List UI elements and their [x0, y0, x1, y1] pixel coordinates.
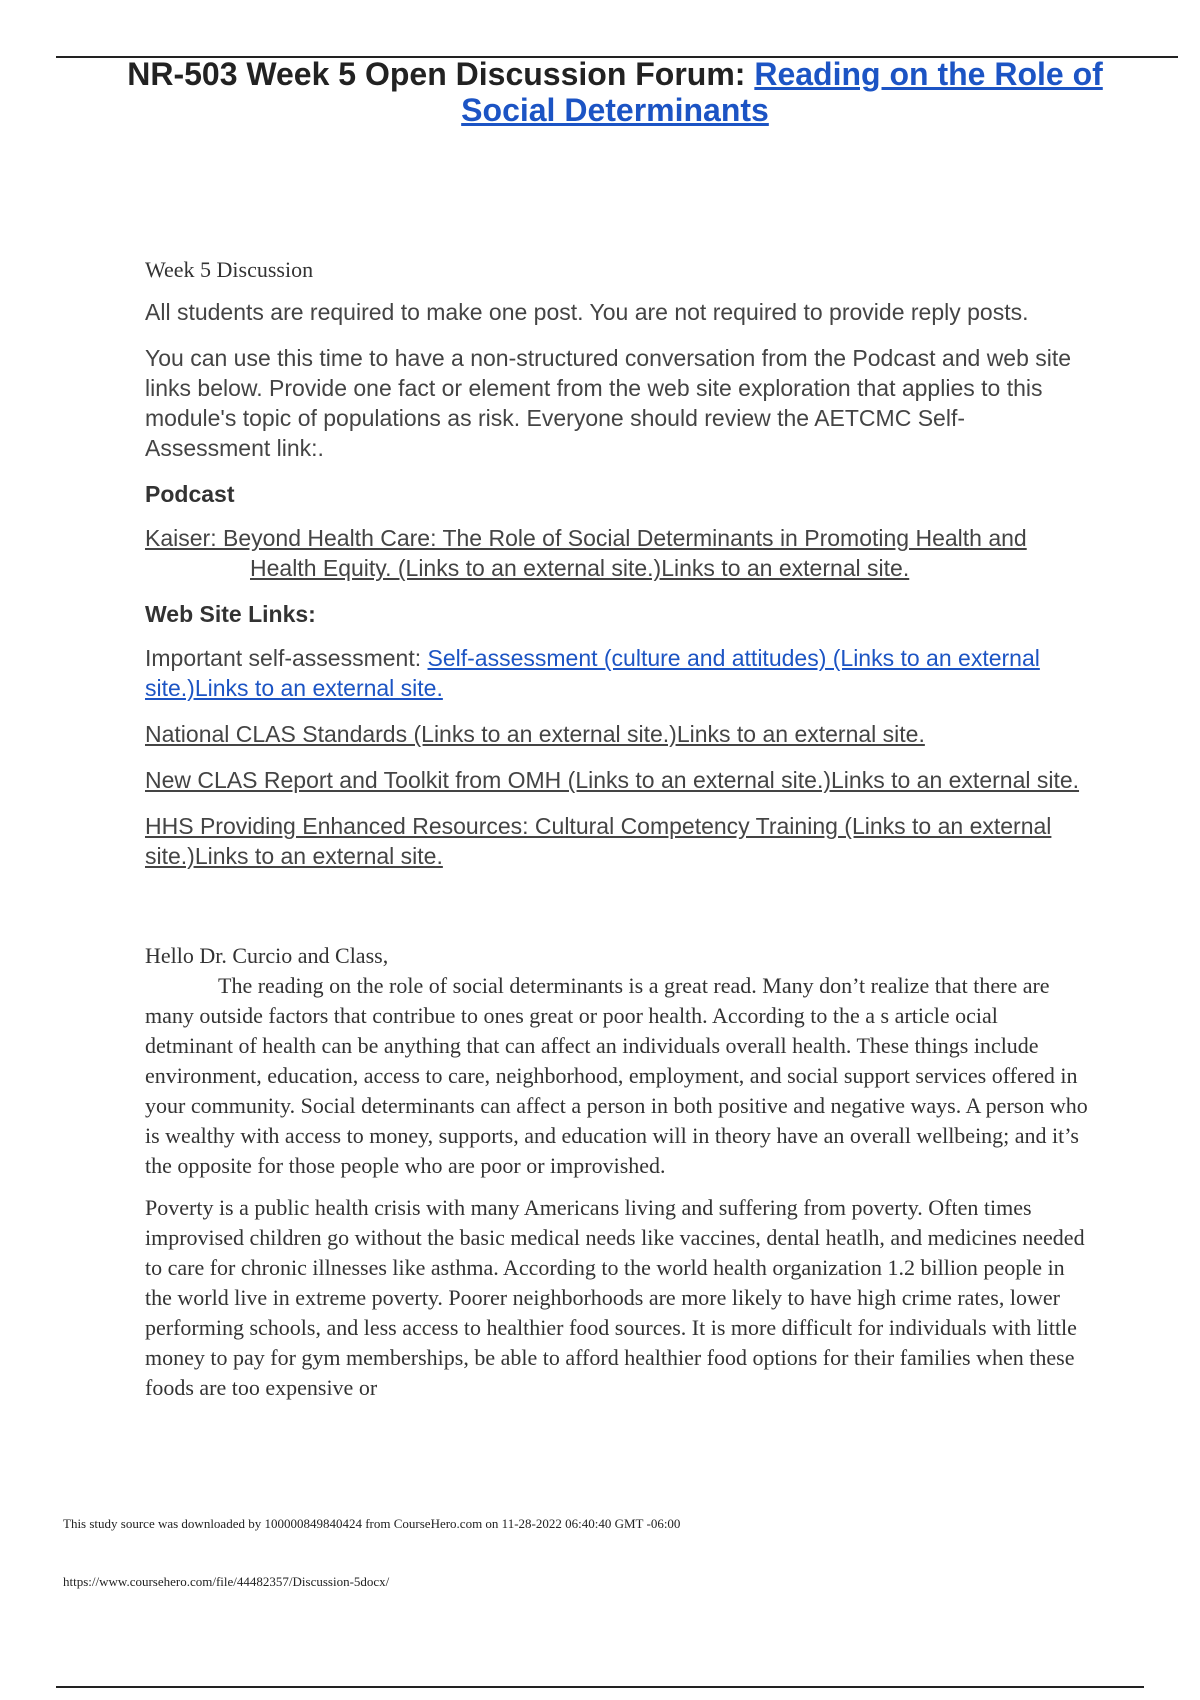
podcast-link-paragraph — [145, 523, 1090, 583]
self-assessment-link[interactable]: Self-assessment (culture and attitudes) (Links to an external site.)Links to an external site. — [145, 645, 1040, 701]
document-body — [145, 255, 1090, 1403]
title-link[interactable]: Reading on the Role of Social Determinants — [461, 56, 1103, 128]
response-paragraph-1: The reading on the role of social determinants is a great read. Many don’t realize that there are many outside factors that contribue to ones great or poor health. According to the a s article ocial detminant of health can be anything that can affect an individuals overall health. These things include environment, education, access to care, neighborhood, employment, and social support services offered in your community. Social determinants can affect a person in both positive and negative ways. A person who is wealthy with access to money, supports, and education will in theory have an overall wellbeing; and it’s the opposite for those people who are poor or improvished. — [145, 973, 1088, 1178]
podcast-link[interactable]: Kaiser: Beyond Health Care: The Role of Social Determinants in Promoting Health and Health Equity. (Links to an external site.)Links to an external site. — [145, 525, 1027, 581]
clas-report-paragraph — [145, 765, 1090, 795]
download-note: This study source was downloaded by 100000849840424 from CourseHero.com on 11-28-2022 06:40:40 GMT -06:00 — [63, 1516, 681, 1531]
podcast-heading: Podcast — [145, 481, 235, 507]
clas-report-link[interactable]: New CLAS Report and Toolkit from OMH (Links to an external site.)Links to an external site. — [145, 767, 1080, 793]
title-prefix: NR-503 Week 5 Open Discussion Forum: — [127, 56, 755, 92]
hhs-resources-link[interactable]: HHS Providing Enhanced Resources: Cultural Competency Training (Links to an external site.)Links to an external site. — [145, 813, 1052, 869]
clas-standards-link[interactable]: National CLAS Standards (Links to an external site.)Links to an external site. — [145, 721, 925, 747]
self-assessment-label: Important self-assessment: — [145, 645, 428, 671]
source-url: https://www.coursehero.com/file/44482357/Discussion-5docx/ — [63, 1574, 390, 1589]
hhs-resources-paragraph — [145, 811, 1090, 871]
response-paragraph-2: Poverty is a public health crisis with many Americans living and suffering from poverty. Often times improvised children go without the basic medical needs like vaccines, dental heatlh, and medicines needed to care for chronic illnesses like asthma. According to the world health organization 1.2 billion people in the world live in extreme poverty. Poorer neighborhoods are more likely to have high crime rates, lower performing schools, and less access to healthier food sources. It is more difficult for individuals with little money to pay for gym memberships, be able to afford healthier food options for their families when these foods are too expensive or — [145, 1195, 1085, 1400]
instructions-text: You can use this time to have a non-structured conversation from the Podcast and web site links below. Provide one fact or element from the web site exploration that applies to this module's topic of populations as risk. Everyone should review the AETCMC Self-Assessment link:. — [145, 345, 1072, 461]
discussion-heading: Week 5 Discussion — [145, 257, 314, 282]
page-title — [110, 56, 1120, 128]
bottom-rule — [56, 1686, 1144, 1688]
requirement-text: All students are required to make one post. You are not required to provide reply posts. — [145, 299, 1029, 325]
section-spacer — [145, 887, 1090, 941]
web-links-heading: Web Site Links: — [145, 601, 316, 627]
clas-standards-paragraph — [145, 719, 1090, 749]
response-greeting: Hello Dr. Curcio and Class, — [145, 943, 389, 968]
self-assessment-paragraph — [145, 643, 1090, 703]
